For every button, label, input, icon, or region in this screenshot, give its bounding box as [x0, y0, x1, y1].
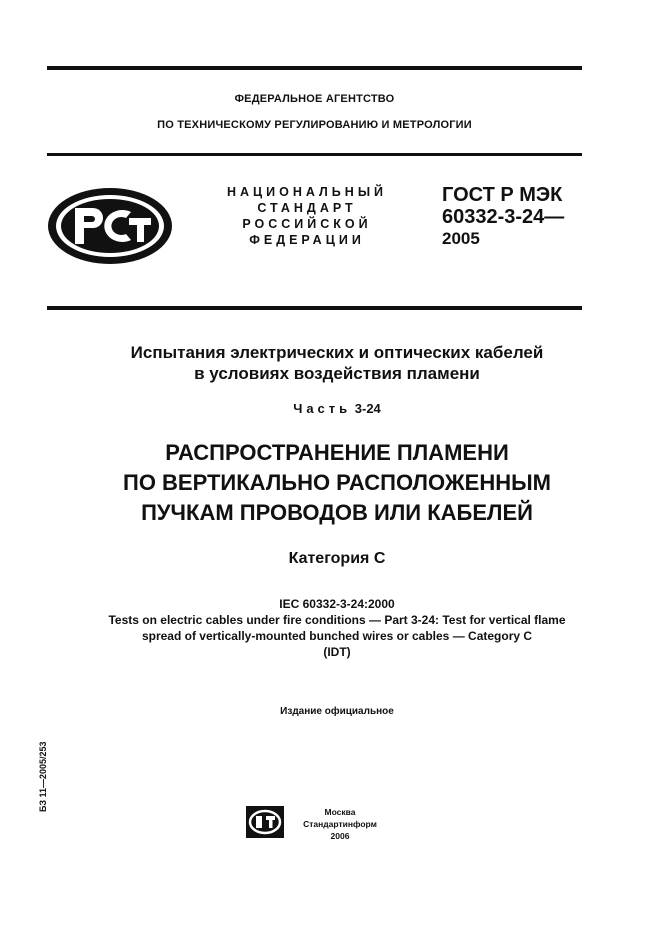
standard-designation	[442, 184, 564, 250]
header-rule	[47, 153, 582, 156]
title-rule	[47, 306, 582, 310]
part-label	[47, 401, 627, 416]
publisher-name: Стандартинформ	[303, 819, 377, 829]
category-label: Категория С	[288, 550, 386, 567]
national-standard-block	[222, 184, 392, 248]
publisher-block	[290, 806, 390, 842]
standard-line-2: СТАНДАРТ	[257, 201, 357, 215]
publisher-year: 2006	[330, 831, 350, 841]
document-title	[47, 342, 627, 384]
agency-line-2: ПО ТЕХНИЧЕСКОМУ РЕГУЛИРОВАНИЮ И МЕТРОЛОГИИ	[157, 119, 472, 131]
agency-line-1: ФЕДЕРАЛЬНОЕ АГЕНТСТВО	[234, 93, 395, 105]
designation-line-2: 60332-3-24—	[442, 206, 565, 228]
main-title-line-3: ПУЧКАМ ПРОВОДОВ ИЛИ КАБЕЛЕЙ	[141, 500, 533, 525]
iec-ref-number: IEC 60332-3-24:2000	[279, 597, 395, 611]
side-code: БЗ 11—2005/253	[38, 741, 48, 812]
standard-line-4: ФЕДЕРАЦИИ	[249, 233, 365, 247]
iec-title-line-2: spread of vertically-mounted bunched wires or cables — Category C	[141, 629, 533, 643]
standartinform-logo-icon	[245, 805, 285, 839]
top-rule	[47, 66, 582, 70]
designation-line-1: ГОСТ Р МЭК	[442, 184, 563, 206]
publisher-city: Москва	[324, 807, 356, 817]
main-title-line-1: РАСПРОСТРАНЕНИЕ ПЛАМЕНИ	[165, 440, 509, 465]
edition-label: Издание официальное	[280, 706, 394, 717]
title-line-1: Испытания электрических и оптических кабелей	[130, 343, 544, 362]
designation-year: 2005	[442, 229, 480, 248]
iec-idt: (IDT)	[323, 645, 351, 659]
main-title	[47, 438, 627, 528]
part-word: Часть	[293, 401, 352, 416]
gost-r-logo-icon	[45, 186, 175, 266]
iec-reference	[47, 596, 627, 660]
iec-title-line-1: Tests on electric cables under fire conditions — Part 3-24: Test for vertical flame	[108, 613, 566, 627]
title-line-2: в условиях воздействия пламени	[194, 364, 480, 383]
main-title-line-2: ПО ВЕРТИКАЛЬНО РАСПОЛОЖЕННЫМ	[123, 470, 551, 495]
standard-line-1: НАЦИОНАЛЬНЫЙ	[226, 185, 388, 199]
standard-line-3: РОССИЙСКОЙ	[242, 217, 372, 231]
part-number: 3-24	[354, 401, 381, 416]
